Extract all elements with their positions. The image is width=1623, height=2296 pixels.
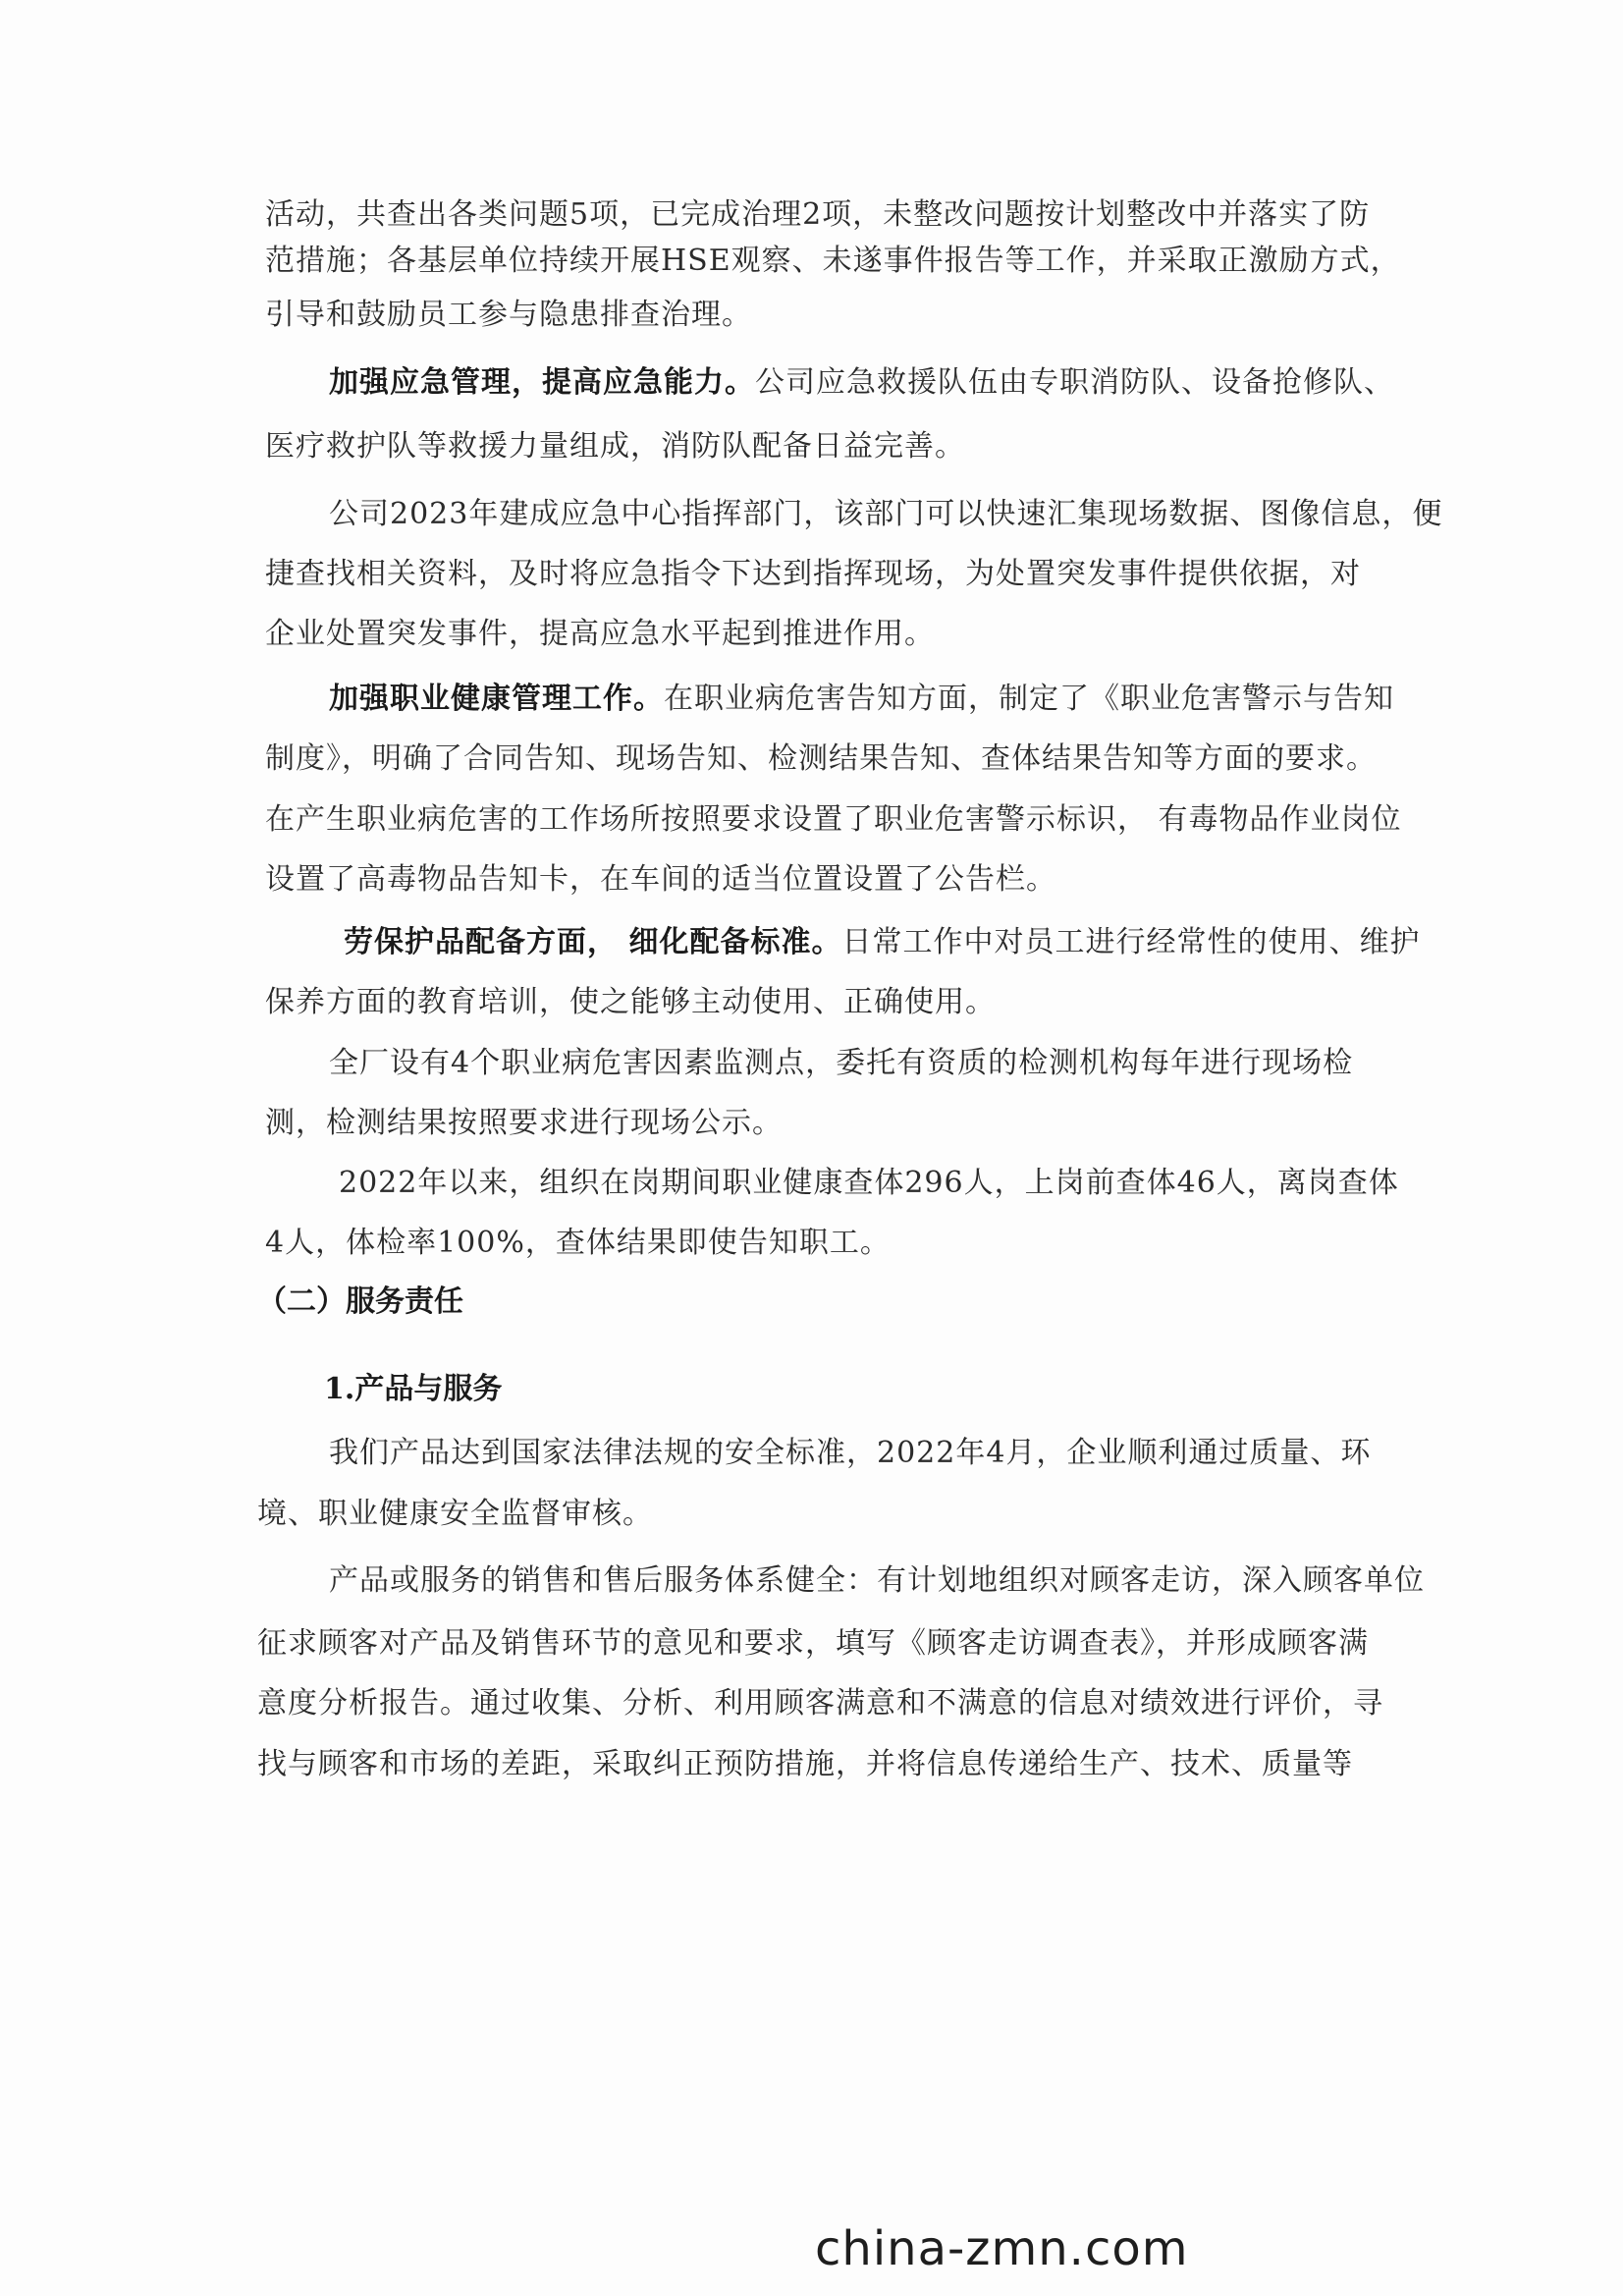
paragraph-line: 设置了高毒物品告知卡，在车间的适当位置设置了公告栏。 (265, 862, 1056, 897)
emergency-lead: 加强应急管理，提高应急能力。 (329, 365, 755, 400)
paragraph-line: 活动，共查出各类问题5项，已完成治理2项，未整改问题按计划整改中并落实了防 (265, 197, 1371, 232)
paragraph-line: 在产生职业病危害的工作场所按照要求设置了职业危害警示标识， 有毒物品作业岗位 (265, 802, 1402, 837)
paragraph-line: 保养方面的教育培训，使之能够主动使用、正确使用。 (265, 985, 996, 1019)
paragraph-line: 4人，体检率100%，查体结果即使告知职工。 (265, 1226, 891, 1260)
ppe-text: 日常工作中对员工进行经常性的使用、维护 (841, 925, 1421, 959)
paragraph-line: 全厂设有4个职业病危害因素监测点，委托有资质的检测机构每年进行现场检 (329, 1046, 1354, 1080)
emergency-text: 公司应急救援队伍由专职消防队、设备抢修队、 (755, 365, 1394, 400)
subsection-heading: 1.产品与服务 (324, 1372, 503, 1406)
section-heading: （二）服务责任 (257, 1285, 463, 1319)
paragraph-line: 征求顾客对产品及销售环节的意见和要求，填写《顾客走访调查表》，并形成顾客满 (257, 1626, 1369, 1661)
health-paragraph-line (329, 680, 1394, 719)
paragraph-line: 找与顾客和市场的差距，采取纠正预防措施，并将信息传递给生产、技术、质量等 (257, 1747, 1353, 1781)
ppe-paragraph-line (344, 923, 1420, 962)
paragraph-line: 捷查找相关资料，及时将应急指令下达到指挥现场，为处置突发事件提供依据，对 (265, 557, 1361, 591)
paragraph-line: 产品或服务的销售和售后服务体系健全：有计划地组织对顾客走访，深入顾客单位 (329, 1563, 1425, 1598)
paragraph-line: 引导和鼓励员工参与隐患排查治理。 (265, 298, 752, 332)
watermark-text: china-zmn.com (815, 2221, 1189, 2276)
paragraph-line: 2022年以来，组织在岗期间职业健康查体296人，上岗前查体46人，离岗查体 (339, 1166, 1399, 1200)
ppe-lead: 劳保护品配备方面， 细化配备标准。 (344, 925, 842, 959)
health-text: 在职业病危害告知方面，制定了《职业危害警示与告知 (664, 682, 1394, 716)
paragraph-line: 范措施；各基层单位持续开展HSE观察、未遂事件报告等工作，并采取正激励方式， (265, 244, 1401, 278)
paragraph-line: 测，检测结果按照要求进行现场公示。 (265, 1106, 783, 1140)
paragraph-line: 制度》，明确了合同告知、现场告知、检测结果告知、查体结果告知等方面的要求。 (265, 741, 1377, 776)
paragraph-line: 公司2023年建成应急中心指挥部门，该部门可以快速汇集现场数据、图像信息，便 (329, 497, 1443, 531)
emergency-paragraph-line (329, 363, 1394, 403)
paragraph-line: 我们产品达到国家法律法规的安全标准，2022年4月，企业顺利通过质量、环 (329, 1436, 1372, 1470)
health-lead: 加强职业健康管理工作。 (329, 682, 664, 716)
paragraph-line: 医疗救护队等救援力量组成，消防队配备日益完善。 (265, 429, 965, 464)
paragraph-line: 企业处置突发事件，提高应急水平起到推进作用。 (265, 617, 935, 651)
paragraph-line: 境、职业健康安全监督审核。 (257, 1497, 653, 1531)
paragraph-line: 意度分析报告。通过收集、分析、利用顾客满意和不满意的信息对绩效进行评价，寻 (257, 1686, 1383, 1721)
